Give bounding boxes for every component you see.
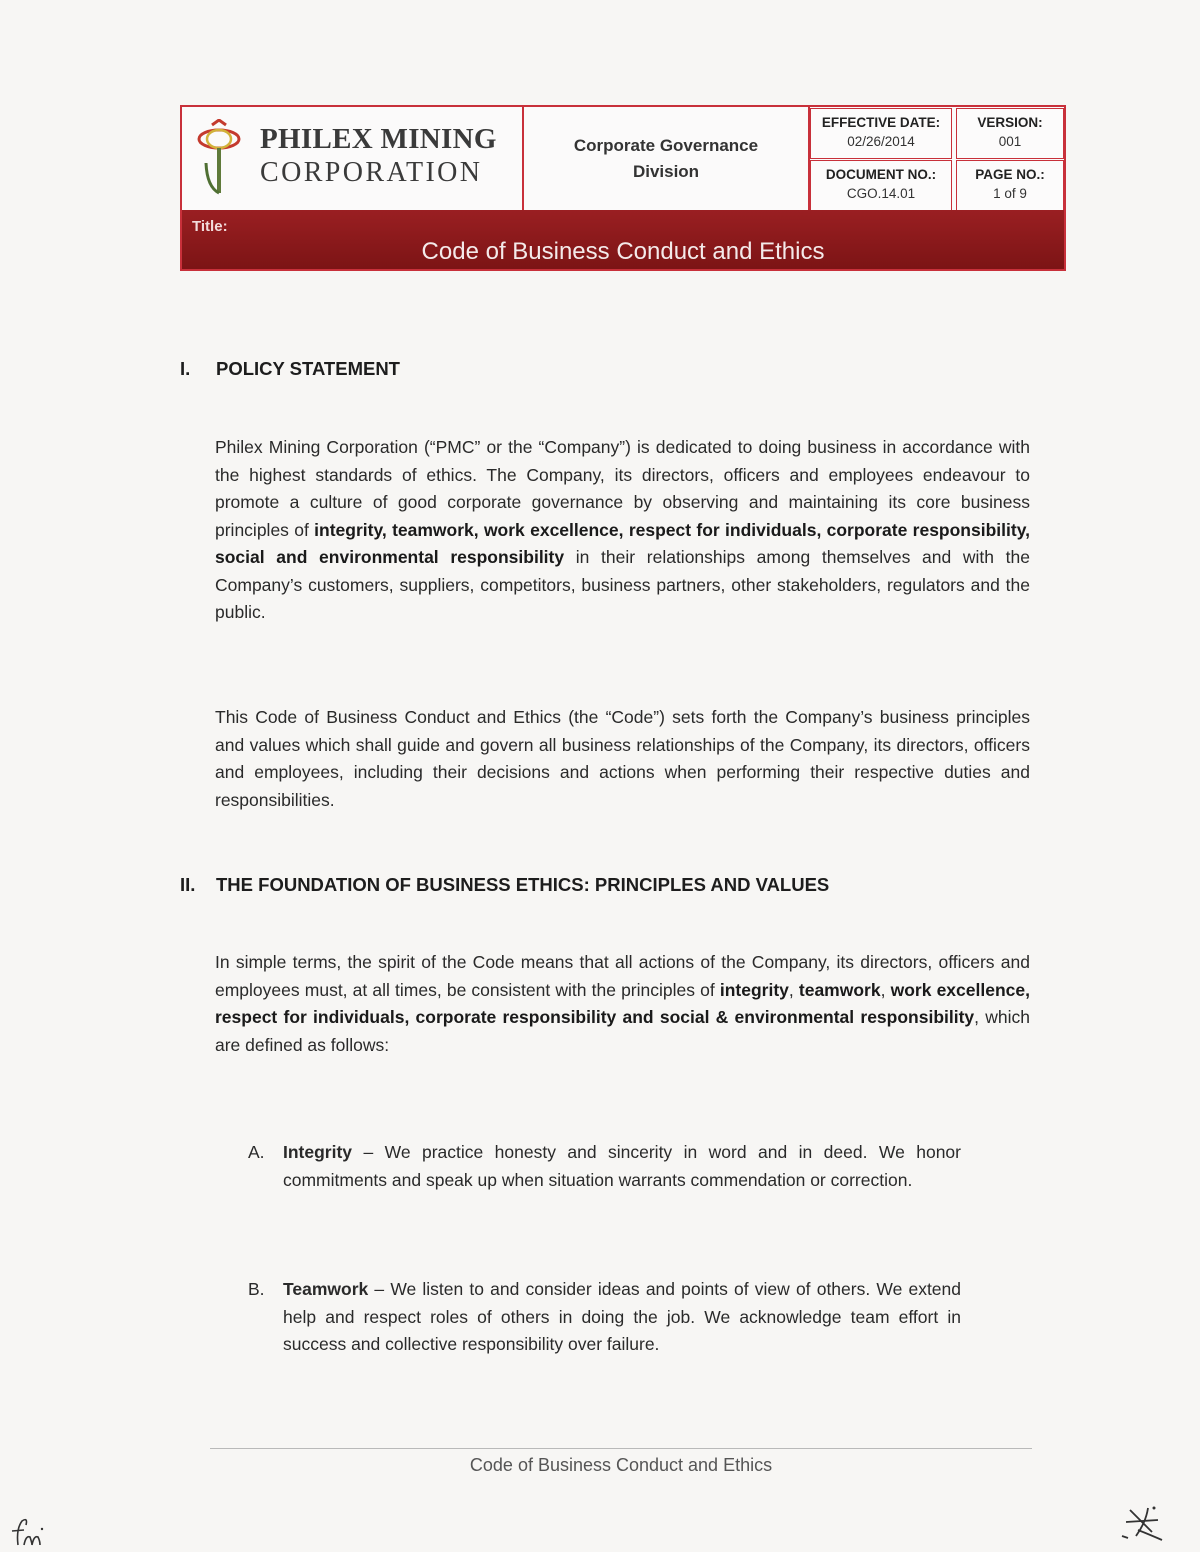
handwritten-initials-right [1118, 1500, 1168, 1544]
section1-paragraph2: This Code of Business Conduct and Ethics (the “Code”) sets forth the Company’s business principles and values which shall guide and govern all business relationships of the Company, its directors, officers and employees, including their decisions and actions when performing their respective duties and responsibilities. [215, 707, 1030, 810]
list-marker: A. [248, 1142, 265, 1162]
footer-text: Code of Business Conduct and Ethics [469, 1455, 773, 1475]
section2-p1-text-a: In simple terms, the spirit of the Code means that all actions of the Company, its directors, officers and employees must, at all times, be consistent with the principles of [215, 952, 1030, 1000]
section1-p1-text-a: Philex Mining Corporation (“PMC” or the “Company”) is dedicated to doing business in accordance with the highest standards of ethics. The Company, its directors, officers and employees endeavour to promote a culture of good corporate governance by observing and maintaining its core business principles of [215, 437, 1030, 540]
document-no-label: DOCUMENT NO.: [825, 167, 937, 182]
section2-p1-sep2: , [880, 979, 891, 1000]
page-no-label: PAGE NO.: [975, 167, 1045, 182]
section2-p1-sep1: , [788, 979, 799, 1000]
list-term: Teamwork [283, 1279, 369, 1299]
division-line1: Corporate Governance [573, 135, 759, 155]
list-item [248, 1276, 961, 1359]
title-bar [182, 210, 1064, 269]
section1-paragraph1 [215, 434, 1030, 627]
version-value: 001 [998, 134, 1022, 149]
division-line2: Division [632, 161, 700, 181]
section2-number: II. [180, 874, 196, 895]
handwritten-initials-left [8, 1515, 48, 1549]
company-name-line2: CORPORATION [260, 157, 483, 188]
effective-date-label: EFFECTIVE DATE: [821, 115, 941, 130]
title-label: Title: [192, 218, 228, 235]
version-cell [956, 108, 1064, 159]
page-no-value: 1 of 9 [993, 186, 1027, 201]
section1-p1-bold: integrity, teamwork, work excellence, respect for individuals, corporate responsibility, social and environmental responsibility [215, 519, 1030, 567]
document-no-cell [810, 160, 952, 211]
effective-date-cell [810, 108, 952, 159]
list-text: – We practice honesty and sincerity in word and in deed. We honor commitments and speak up when situation warrants commendation or correction. [283, 1142, 961, 1190]
list-text: – We listen to and consider ideas and points of view of others. We extend help and respect roles of others in doing the job. We acknowledge team effort in success and collective responsibility over failure. [283, 1279, 961, 1354]
section2-p1-bold3: work excellence, respect for individuals, corporate responsibility and social & environmental responsibility [215, 979, 1030, 1027]
section2-paragraph1 [215, 949, 1030, 1059]
version-label: VERSION: [977, 115, 1043, 130]
section1-number: I. [180, 358, 191, 379]
page-no-cell [956, 160, 1064, 211]
philex-logo-icon [192, 119, 242, 199]
document-title: Code of Business Conduct and Ethics [421, 238, 825, 265]
section1-p1-text-b: in their relationships among themselves and with the Company’s customers, suppliers, competitors, business partners, other stakeholders, regulators and the public. [215, 547, 1030, 622]
section2-p1-bold2: teamwork [798, 979, 881, 1000]
effective-date-value: 02/26/2014 [847, 134, 915, 149]
section2-p1-text-b: , which are defined as follows: [215, 1007, 1031, 1055]
division-cell [524, 107, 810, 210]
company-logo [182, 107, 524, 210]
company-name-line1: PHILEX MINING [260, 123, 497, 155]
section1-heading [180, 358, 400, 380]
document-header-table [180, 105, 1066, 271]
list-item [248, 1139, 961, 1194]
section2-heading [180, 874, 830, 896]
footer-divider [210, 1448, 1032, 1449]
section2-title: THE FOUNDATION OF BUSINESS ETHICS: PRINCIPLES AND VALUES [216, 874, 830, 895]
document-no-value: CGO.14.01 [846, 186, 916, 201]
list-marker: B. [248, 1279, 265, 1299]
section1-title: POLICY STATEMENT [216, 358, 400, 379]
section2-p1-bold1: integrity [719, 979, 789, 1000]
list-term: Integrity [283, 1142, 353, 1162]
